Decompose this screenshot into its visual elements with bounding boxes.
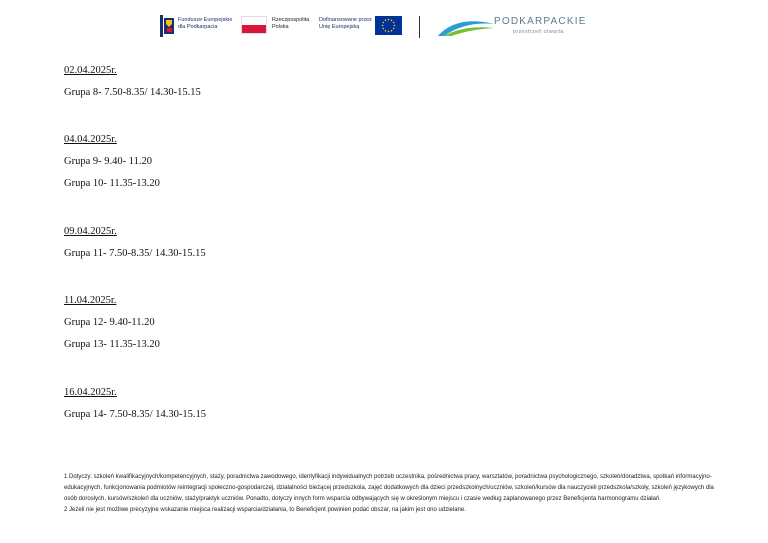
schedule-block [64, 64, 704, 129]
rzeczpospolita-label: Rzeczpospolita Polska [272, 17, 310, 30]
footnote-2: 2 Jeżeli nie jest możliwe precyzyjne wskazanie miejsca realizacji wsparcia/działania, to Beneficjent powinien podać obszar, na jakim jest ono udzielane. [64, 507, 466, 513]
podkarpackie-title: PODKARPACKIE [494, 16, 587, 27]
polish-flag-icon [241, 16, 267, 34]
schedule-entry: Grupa 14- 7.50-8.35/ 14.30-15.15 [64, 409, 207, 420]
fundusze-europejskie-logo-icon [160, 15, 174, 37]
schedule-entry: Grupa 9- 9.40- 11.20 [64, 156, 152, 167]
schedule-entry: Grupa 8- 7.50-8.35/ 14.30-15.15 [64, 87, 201, 98]
schedule-date: 09.04.2025r. [64, 226, 117, 237]
eu-funding-label: Dofinansowane przez Unię Europejską [319, 17, 372, 30]
fundusze-europejskie-label: Fundusze Europejskie dla Podkarpacia [178, 17, 233, 30]
schedule-entry: Grupa 10- 11.35-13.20 [64, 178, 160, 189]
logo-divider [419, 16, 420, 38]
schedule-date: 11.04.2025r. [64, 295, 117, 306]
schedule-block [64, 225, 704, 290]
schedule-block [64, 386, 704, 451]
schedule-entry: Grupa 13- 11.35-13.20 [64, 339, 160, 350]
footnotes [64, 472, 714, 516]
schedule-entry: Grupa 11- 7.50-8.35/ 14.30-15.15 [64, 248, 206, 259]
schedule-date: 02.04.2025r. [64, 65, 117, 76]
schedule-block [64, 294, 704, 382]
schedule-date: 04.04.2025r. [64, 134, 117, 145]
schedule-date: 16.04.2025r. [64, 387, 117, 398]
eu-flag-icon [375, 16, 402, 35]
header-logos [0, 14, 768, 40]
schedule-entry: Grupa 12- 9.40-11.20 [64, 317, 155, 328]
schedule-list [64, 60, 704, 451]
podkarpackie-wave-logo-icon [436, 16, 496, 38]
schedule-block [64, 133, 704, 221]
footnote-1: 1 Dotyczy: szkoleń kwalifikacyjnych/kompetencyjnych, staży, poradnictwa zawodowego, identyfikacji indywidualnych potrzeb uczestnika, pośrednictwa pracy, warsztatów, poradnictwa psychologicznego, szkoleń/doradztwa, spotkań informacyjno-edukacyjnych, funkcjonowania podmiotów reintegracji społeczno-gospodarczej, działalności bieżącej przedszkola, zajęć dodatkowych dla dzieci przedszkolnych/uczniów, szkoleń/kursów dla nauczycieli przedszkola/szkoły, szkoleń językowych dla osób dorosłych, kursów/szkoleń dla uczniów, staży/praktyk uczniów. Ponadto, dotyczy innych form wsparcia odbywających się w określonym miejscu i czasie według zaplanowanego przez Beneficjenta harmonogramu działań. [64, 474, 714, 502]
podkarpackie-subtitle: przestrzeń otwarta [513, 29, 564, 35]
